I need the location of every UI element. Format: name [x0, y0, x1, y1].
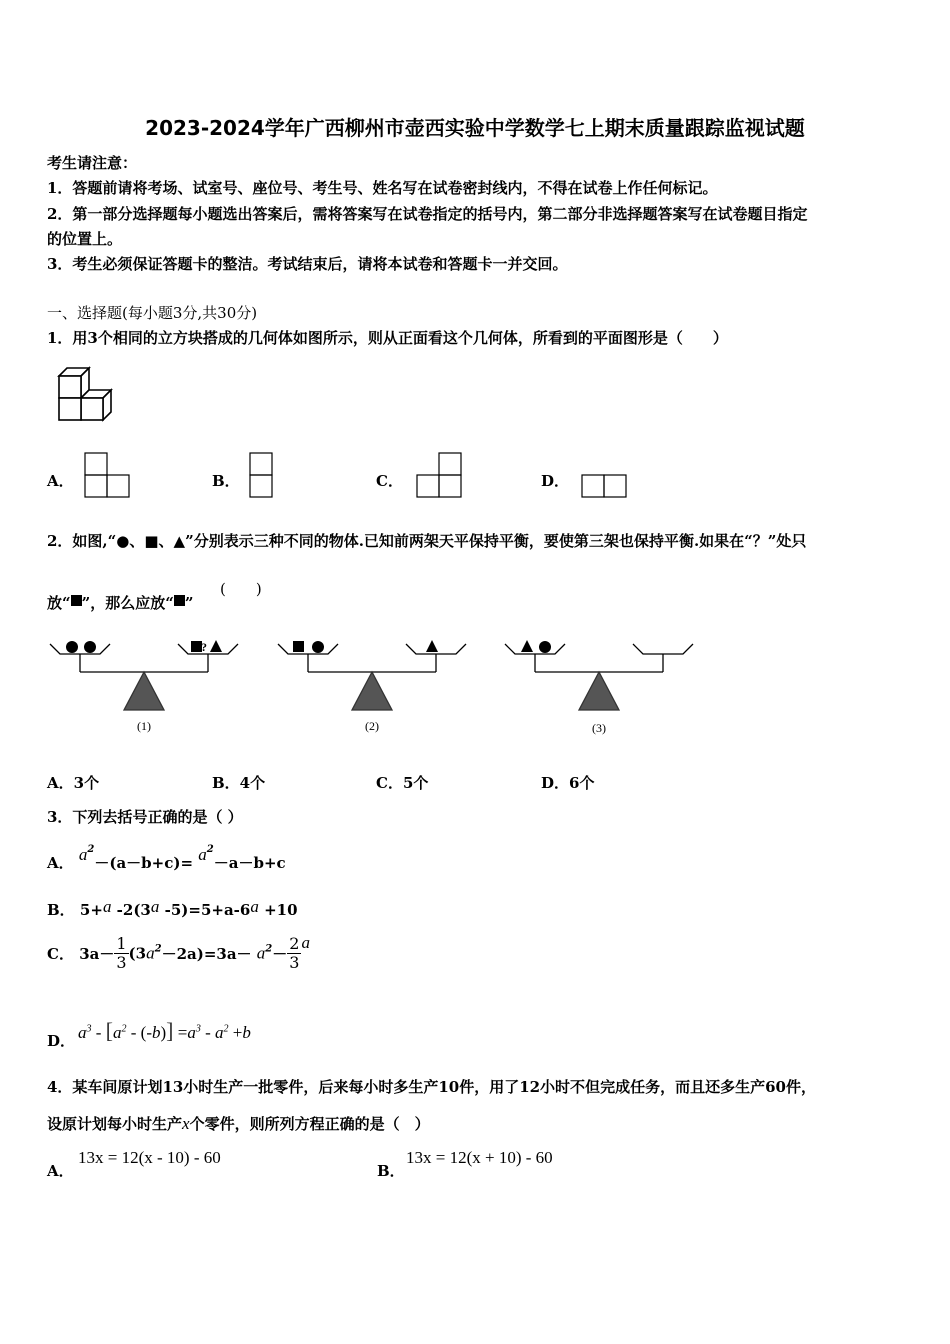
balance-1 — [50, 640, 238, 710]
q2-stem2-prefix: 放“ — [47, 594, 71, 612]
q2-balance-figures — [48, 632, 708, 740]
q2-option-d: D．6个 — [541, 774, 595, 792]
notice-item-1: 1．答题前请将考场、试室号、座位号、考生号、姓名写在试卷密封线内，不得在试卷上作任何标记。 — [47, 179, 718, 197]
q2-question-mark: ? — [201, 640, 207, 654]
q4-stem2-post: 个零件，则所列方程正确的是（ ） — [189, 1115, 430, 1133]
q3-c-label: C． — [47, 945, 74, 963]
q3-c-exp2: 2 — [265, 943, 273, 955]
q3-a-text1: －(a－b+c)= — [94, 854, 194, 872]
q3-c-fraction-2 — [287, 935, 301, 972]
q3-option-b — [47, 899, 298, 920]
figure-label-2: (2) — [365, 719, 379, 733]
notice-item-2: 2．第一部分选择题每小题选出答案后，需将答案写在试卷指定的括号内，第二部分非选择题答案写在试卷题目指定 — [47, 205, 808, 223]
q1-option-b-figure — [249, 452, 275, 500]
q4-option-b-equation: 13x = 12(x + 10) - 60 — [406, 1148, 553, 1167]
q4-option-a-equation: 13x = 12(x - 10) - 60 — [78, 1148, 221, 1167]
q3-b-var2: a — [150, 897, 160, 916]
q3-a-text2: －a－b+c — [213, 854, 286, 872]
q3-b-text4: +10 — [264, 901, 298, 919]
balance-2 — [278, 640, 466, 710]
q3-option-c — [47, 932, 310, 972]
q3-b-var3: a — [250, 897, 259, 916]
q4-stem-line2 — [47, 1113, 430, 1134]
q3-a-var1: a — [78, 845, 88, 864]
q2-answer-paren: ( ) — [220, 580, 262, 598]
q4-stem-line1: 4．某车间原计划13小时生产一批零件，后来每小时多生产10件，用了12小时不但完成任务，而且还多生产60件， — [47, 1078, 816, 1096]
q1-option-c-figure — [415, 452, 465, 500]
q3-c-text1: 3a－ — [79, 945, 115, 963]
q3-c-num2: 2 — [289, 934, 300, 953]
q3-b-label: B． — [47, 901, 75, 919]
q1-cube-figure — [56, 362, 120, 424]
q3-c-var1: a — [146, 943, 155, 963]
q4-stem2-var: x — [182, 1114, 190, 1133]
q2-stem2-mid: ”，那么应放“ — [81, 594, 174, 612]
q3-c-text4: － — [272, 945, 288, 963]
notice-item-2-cont: 的位置上。 — [47, 230, 123, 248]
q4-stem2-pre: 设原计划每小时生产 — [47, 1115, 183, 1133]
q1-option-b-label: B． — [212, 472, 240, 490]
q1-stem: 1．用3个相同的立方块搭成的几何体如图所示，则从正面看这个几何体，所看到的平面图形是（ ） — [47, 329, 728, 347]
figure-label-1: (1) — [137, 719, 151, 733]
q3-d-var4: a — [215, 1023, 224, 1042]
q1-option-a-figure — [84, 452, 132, 500]
q3-d-exp4: 2 — [223, 1023, 229, 1035]
q2-option-a: A．3个 — [47, 774, 100, 792]
q3-d-exp2: 2 — [121, 1023, 127, 1035]
q3-b-text1: 5+ — [79, 901, 103, 919]
q3-option-d-label: D． — [47, 1032, 76, 1050]
figure-label-3: (3) — [592, 721, 606, 735]
q1-option-a-label: A． — [47, 472, 74, 490]
balance-3 — [505, 640, 693, 710]
q3-d-var1: a — [78, 1023, 87, 1042]
q3-a-var2: a — [198, 845, 207, 864]
q3-a-exp2: 2 — [206, 844, 214, 855]
q3-c-text3: －2a)=3a－ — [161, 945, 252, 963]
q2-stem-line2 — [47, 592, 194, 613]
q3-d-var3: a — [187, 1023, 196, 1042]
q3-stem: 3．下列去括号正确的是（ ） — [47, 808, 243, 826]
square-icon — [71, 595, 82, 606]
q3-a-label: A． — [47, 854, 74, 872]
q1-option-d-figure — [581, 474, 631, 500]
q3-b-text2: -2(3 — [116, 901, 151, 919]
notice-heading: 考生请注意： — [47, 154, 138, 172]
section-heading: 一、选择题(每小题3分,共30分) — [47, 304, 258, 322]
q3-c-text2: (3 — [128, 944, 147, 963]
square-icon — [174, 595, 185, 606]
q3-b-var1: a — [102, 897, 112, 916]
q3-c-num1: 1 — [116, 934, 127, 953]
q3-d-exp1: 3 — [86, 1023, 92, 1035]
q3-b-text3: -5)=5+a-6 — [164, 901, 251, 919]
page-title: 2023-2024学年广西柳州市壶西实验中学数学七上期末质量跟踪监视试题 — [145, 116, 805, 140]
q3-c-den2: 3 — [289, 953, 300, 972]
q2-stem2-suffix: ” — [184, 594, 194, 612]
q3-c-var2: a — [256, 943, 266, 963]
q4-option-a-label: A． — [47, 1162, 74, 1180]
q3-d-exp3: 3 — [195, 1023, 201, 1035]
q3-d-var2: a — [113, 1023, 122, 1042]
q1-option-c-label: C． — [376, 472, 403, 490]
q3-option-d-expression: $a^3 - [a^2 - (-b)] =a^3 - a^2 +b$ — [78, 1018, 251, 1043]
q3-c-exp1: 2 — [154, 943, 162, 955]
q3-c-var3: a — [301, 932, 310, 952]
q2-option-c: C．5个 — [376, 774, 429, 792]
q1-option-d-label: D． — [541, 472, 570, 490]
notice-item-3: 3．考生必须保证答题卡的整洁。考试结束后，请将本试卷和答题卡一并交回。 — [47, 255, 568, 273]
q3-option-a — [47, 844, 286, 873]
q4-option-b-label: B． — [377, 1162, 405, 1180]
q3-a-exp1: 2 — [87, 844, 95, 855]
q3-c-den1: 3 — [116, 953, 127, 972]
q2-stem: 2．如图,“●、■、▲”分别表示三种不同的物体.已知前两架天平保持平衡，要使第三架也保持平衡.如果在“？”处只 — [47, 532, 807, 550]
q3-c-fraction-1 — [114, 935, 128, 972]
q2-option-b: B．4个 — [212, 774, 266, 792]
